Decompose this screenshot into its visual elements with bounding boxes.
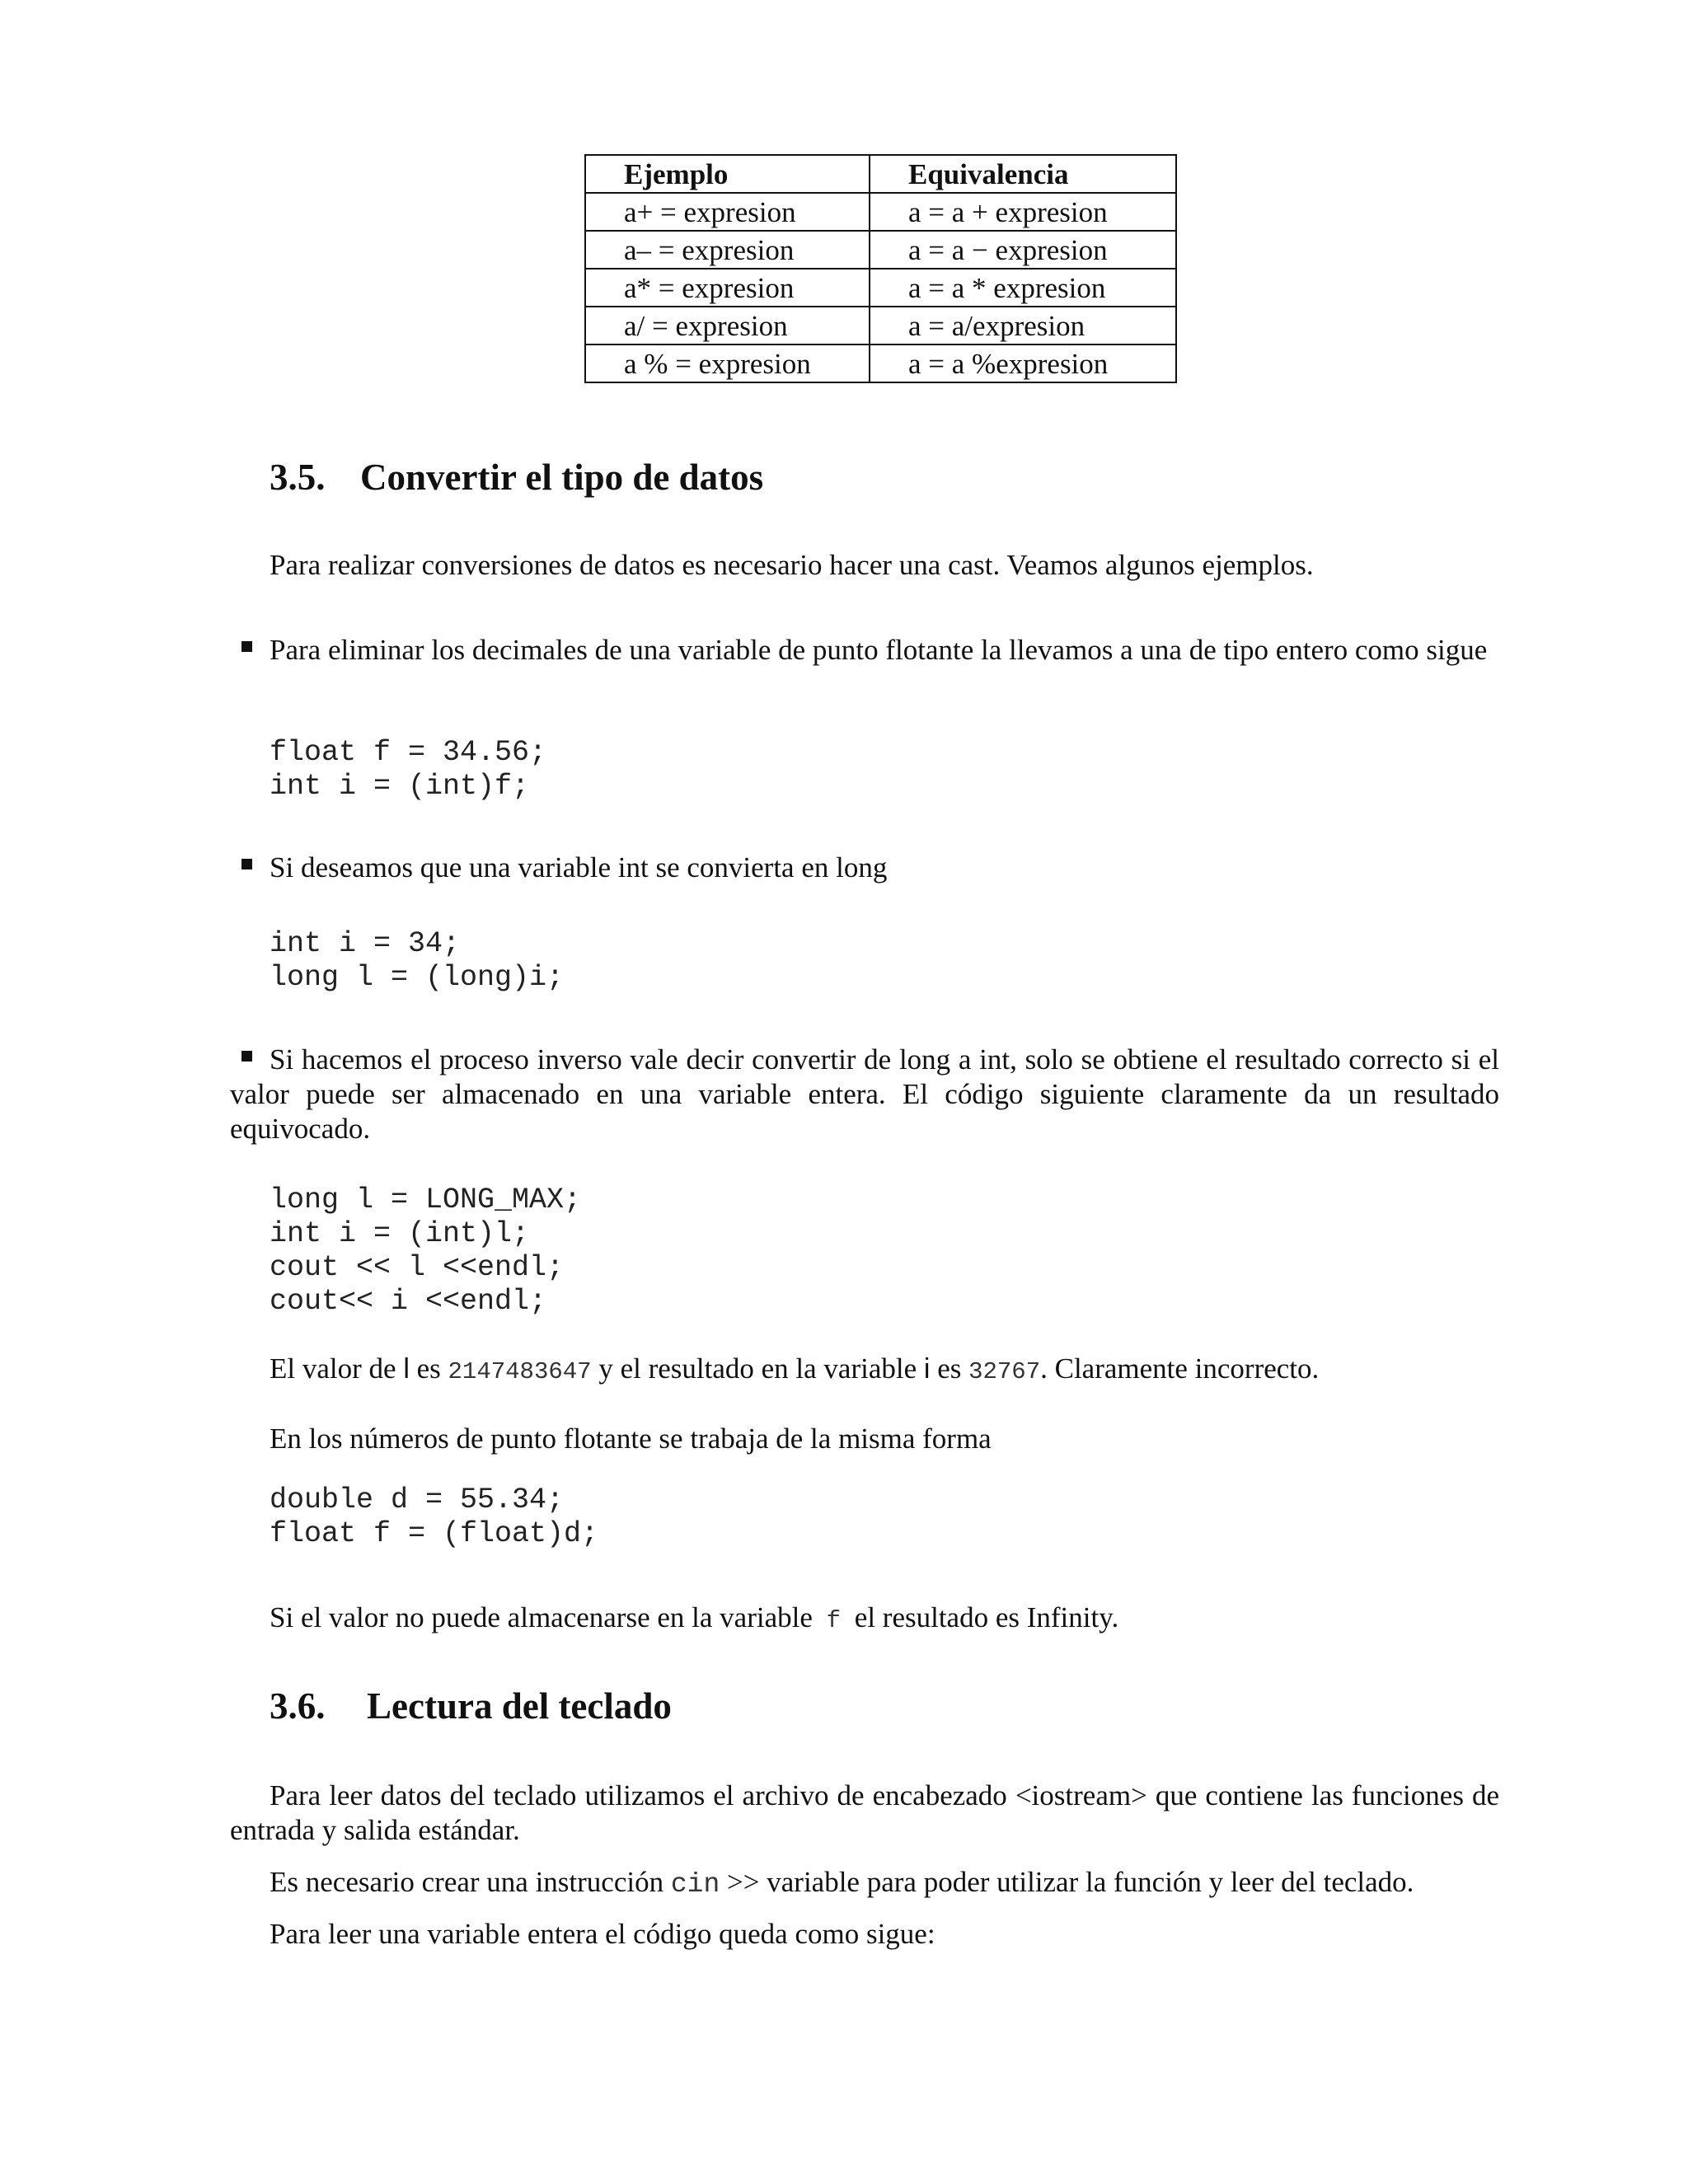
text-span: el resultado es Infinity. [847,1601,1119,1633]
text-span: es [930,1352,969,1385]
table-cell: a % = expresion [585,344,870,382]
section-heading-3-6 [270,1685,672,1727]
bullet-icon [241,859,252,869]
code-block-2: int i = 34; long l = (long)i; [270,927,565,994]
code-block-3: long l = LONG_MAX; int i = (int)l; cout << l <<endl; cout<< i <<endl; [270,1183,582,1318]
bullet-paragraph-3: Si hacemos el proceso inverso vale decir convertir de long a int, solo se obtiene el resultado correcto si el valor puede ser almacenado en una variable entera. El código siguiente claramente da un resultado equivocado. [230,1043,1499,1145]
table-cell: a = a/expresion [870,307,1176,344]
table-header-cell: Ejemplo [585,155,870,193]
code-block-4: double d = 55.34; float f = (float)d; [270,1483,599,1550]
table-cell: a = a − expresion [870,231,1176,269]
inline-code: 2147483647 [448,1358,592,1385]
text-span: >> variable para poder utilizar la función y leer del teclado. [720,1866,1414,1898]
paragraph-iostream: Para leer datos del teclado utilizamos el archivo de encabezado <iostream> que contiene las funciones de entrada y salida estándar. [230,1779,1499,1846]
inline-code: cin [670,1869,720,1900]
table-cell: a = a + expresion [870,193,1176,231]
section-title: Lectura del teclado [367,1685,672,1727]
text-span: Si el valor no puede almacenarse en la variable [270,1601,820,1633]
section-number: 3.5. [270,457,326,498]
table-header-cell: Equivalencia [870,155,1176,193]
text-span: Es necesario crear una instrucción [270,1866,671,1898]
variable-name: l [403,1353,410,1385]
text-span: . Claramente incorrecto. [1040,1352,1320,1385]
table-header-row [585,155,1176,193]
table-cell: a = a %expresion [870,344,1176,382]
table-row [585,344,1176,382]
bullet-paragraph-2: Si deseamos que una variable int se convierta en long [270,851,888,883]
table-cell: a* = expresion [585,269,870,307]
section-title: Convertir el tipo de datos [360,457,764,498]
float-paragraph: En los números de punto flotante se trabaja de la misma forma [270,1422,992,1455]
text-span: El valor de [270,1352,404,1385]
section-heading-3-5 [270,456,763,499]
variable-name: i [923,1353,931,1385]
inline-code: f [826,1607,842,1634]
inline-code: 32767 [968,1358,1041,1385]
text-span: es [409,1352,448,1385]
table-cell: a+ = expresion [585,193,870,231]
paragraph-intro: Para realizar conversiones de datos es necesario hacer una cast. Veamos algunos ejemplos. [270,549,1314,581]
bullet-paragraph-1: Para eliminar los decimales de una variable de punto flotante la llevamos a una de tipo entero como sigue [270,634,1488,666]
section-number: 3.6. [270,1685,326,1727]
table-row [585,231,1176,269]
paragraph-read-int: Para leer una variable entera el código queda como sigue: [270,1918,935,1950]
paragraph-cin [270,1865,1414,1902]
table-cell: a = a * expresion [870,269,1176,307]
table-cell: a– = expresion [585,231,870,269]
table-row [585,269,1176,307]
result-paragraph [270,1352,1319,1390]
table-cell: a/ = expresion [585,307,870,344]
equivalence-table [584,154,1177,383]
code-block-1: float f = 34.56; int i = (int)f; [270,736,547,803]
table-row [585,307,1176,344]
infinity-paragraph [270,1601,1118,1638]
table-row [585,193,1176,231]
text-span: y el resultado en la variable [591,1352,924,1385]
